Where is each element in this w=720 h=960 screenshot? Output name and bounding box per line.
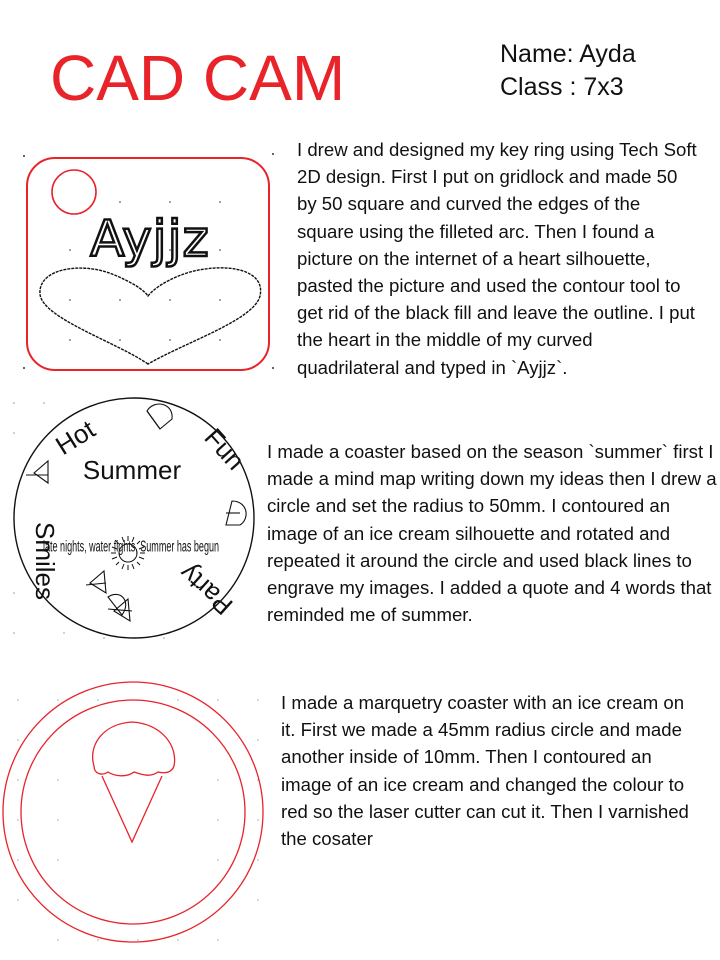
grid-dots bbox=[17, 699, 259, 941]
heart-icon bbox=[40, 268, 261, 364]
coaster-quote: late nights, water fights, Summer has begun bbox=[43, 537, 219, 556]
word-party: Party bbox=[173, 558, 239, 622]
word-smiles: Smiles bbox=[30, 521, 60, 601]
keyring-description: I drew and designed my key ring using Tech Soft 2D design. First I put on gridlock and made 50 by 50 square and curved the edges of the square using the filleted arc. Then I found a picture on the internet of a heart silhouette, pasted the picture and used the contour tool to get rid of the black fill and leave the outline. I put the heart in the middle of my curved quadrilateral and typed in `Ayjjz`. bbox=[297, 139, 697, 378]
keyring-hole bbox=[52, 170, 96, 214]
coaster-outer-circle bbox=[3, 682, 263, 942]
ice-cream-icon bbox=[93, 722, 175, 842]
student-class: Class : 7x3 bbox=[500, 73, 624, 101]
coaster-center-word: Summer bbox=[82, 455, 182, 485]
student-info bbox=[500, 38, 636, 104]
page-title: CAD CAM bbox=[50, 42, 346, 114]
marquetry-coaster-description: I made a marquetry coaster with an ice cream on it. First we made a 45mm radius circle and made another inside of 10mm. Then I contoured an image of an ice cream and changed the colour to red so the laser cutter can cut it. Then I varnished the cosater bbox=[281, 692, 689, 850]
coaster-inner-circle bbox=[21, 700, 245, 924]
word-fun: Fun bbox=[198, 422, 251, 476]
word-hot: Hot bbox=[50, 413, 101, 461]
summer-coaster-drawing bbox=[4, 393, 254, 643]
summer-coaster-description: I made a coaster based on the season `summer` first I made a mind map writing down my ideas then I drew a circle and set the radius to 50mm. I contoured an image of an ice cream silhouette and rotated and repeated it around the circle and used black lines to engrave my images. I added a quote and 4 words that reminded me of summer. bbox=[267, 441, 717, 626]
keyring-drawing bbox=[20, 150, 280, 380]
student-name: Name: Ayda bbox=[500, 40, 636, 68]
marquetry-coaster-drawing bbox=[0, 680, 268, 950]
keyring-text: Ayjjz bbox=[90, 210, 210, 268]
